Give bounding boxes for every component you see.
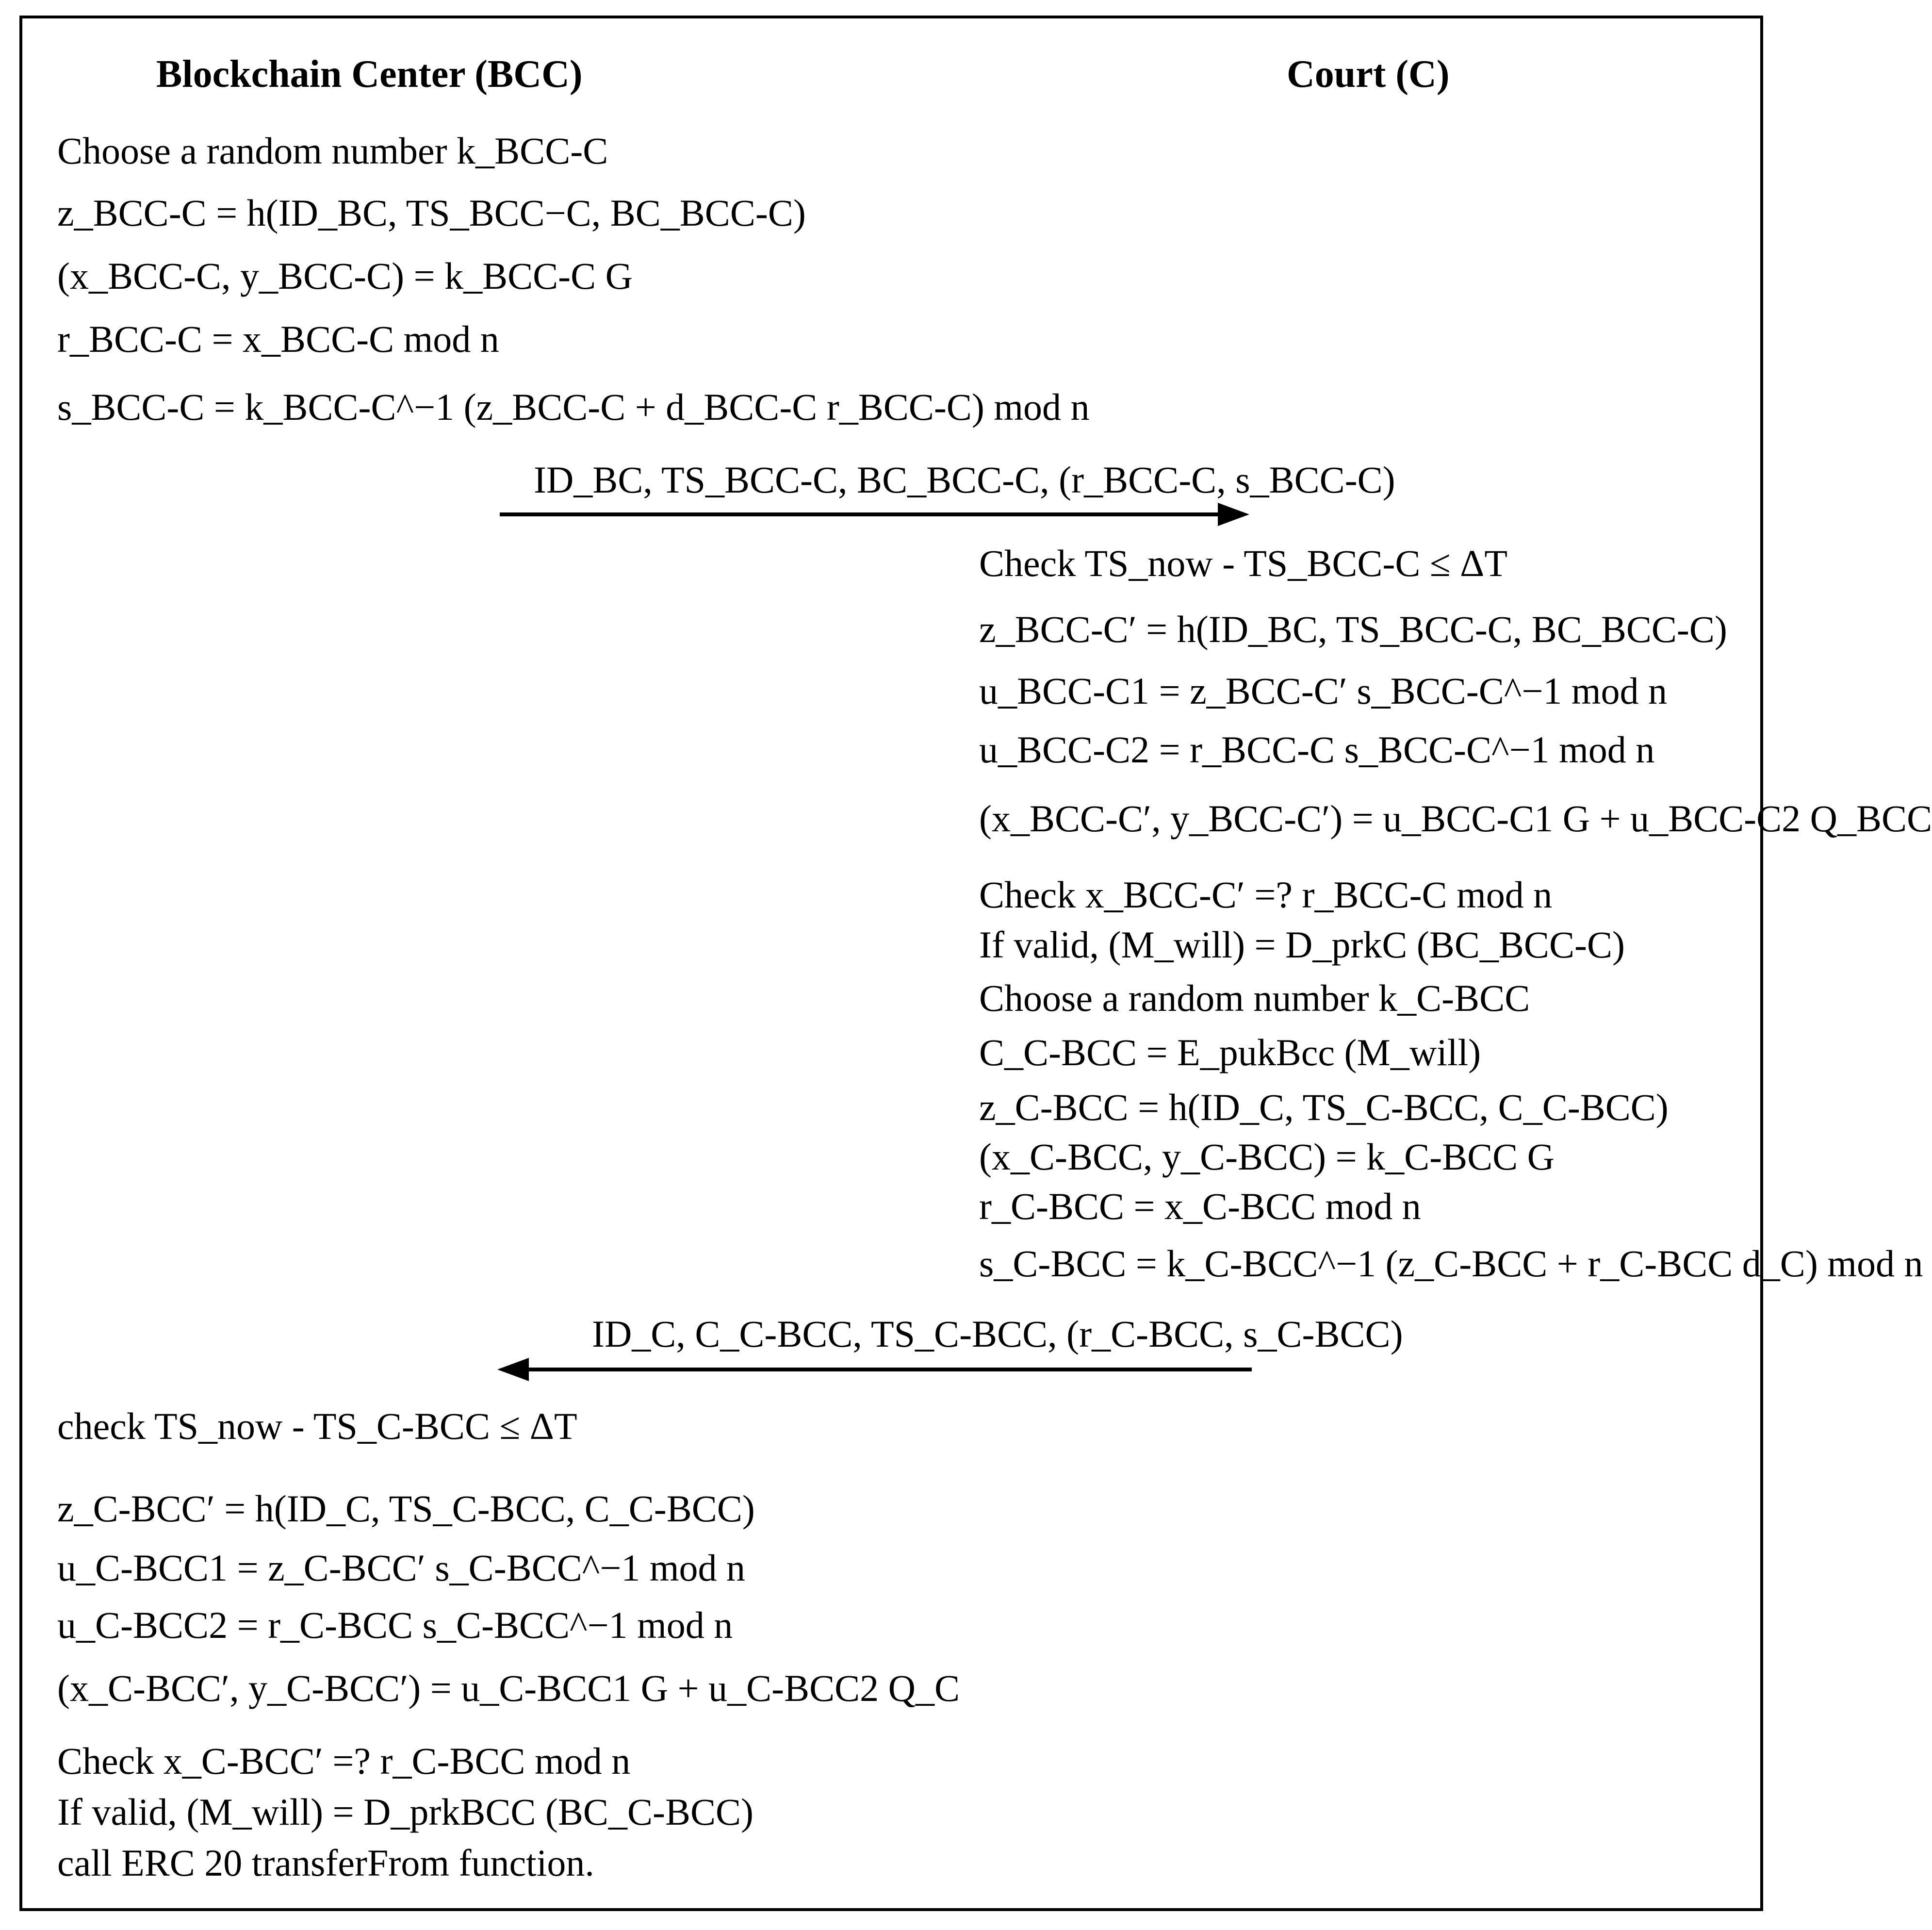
court-step: If valid, (M_will) = D_prkC (BC_BCC-C) [979,924,1625,966]
bcc-verify-step: If valid, (M_will) = D_prkBCC (BC_C-BCC) [57,1791,754,1833]
court-step: r_C-BCC = x_C-BCC mod n [979,1185,1421,1227]
court-step: u_BCC-C1 = z_BCC-C′ s_BCC-C^−1 mod n [979,670,1668,712]
arrow-to-bcc [495,1355,1252,1384]
message-to-bcc: ID_C, C_C-BCC, TS_C-BCC, (r_C-BCC, s_C-BCC) [592,1313,1403,1355]
court-step: Check TS_now - TS_BCC-C ≤ ΔT [979,542,1507,584]
court-step: z_C-BCC = h(ID_C, TS_C-BCC, C_C-BCC) [979,1086,1669,1128]
bcc-verify-step: z_C-BCC′ = h(ID_C, TS_C-BCC, C_C-BCC) [57,1487,755,1530]
bcc-verify-step: Check x_C-BCC′ =? r_C-BCC mod n [57,1740,631,1782]
court-step: z_BCC-C′ = h(ID_BC, TS_BCC-C, BC_BCC-C) [979,608,1727,650]
message-to-court: ID_BC, TS_BCC-C, BC_BCC-C, (r_BCC-C, s_BCC-C) [534,459,1395,501]
bcc-verify-step: u_C-BCC2 = r_C-BCC s_C-BCC^−1 mod n [57,1604,733,1646]
court-step: C_C-BCC = E_pukBcc (M_will) [979,1031,1481,1073]
bcc-verify-step: u_C-BCC1 = z_C-BCC′ s_C-BCC^−1 mod n [57,1547,746,1589]
arrow-to-court [495,500,1252,529]
court-step: (x_C-BCC, y_C-BCC) = k_C-BCC G [979,1136,1555,1178]
bcc-verify-step: call ERC 20 transferFrom function. [57,1842,594,1884]
bcc-step: z_BCC-C = h(ID_BC, TS_BCC−C, BC_BCC-C) [57,192,806,234]
court-step: (x_BCC-C′, y_BCC-C′) = u_BCC-C1 G + u_BCC-C2 Q_BCC [979,797,1932,840]
court-step: Check x_BCC-C′ =? r_BCC-C mod n [979,874,1553,916]
bcc-verify-step: (x_C-BCC′, y_C-BCC′) = u_C-BCC1 G + u_C-BCC2 Q_C [57,1667,960,1709]
bcc-verify-step: check TS_now - TS_C-BCC ≤ ΔT [57,1405,577,1447]
bcc-step: (x_BCC-C, y_BCC-C) = k_BCC-C G [57,255,633,297]
bcc-step: s_BCC-C = k_BCC-C^−1 (z_BCC-C + d_BCC-C r_BCC-C) mod n [57,386,1090,428]
court-step: s_C-BCC = k_C-BCC^−1 (z_C-BCC + r_C-BCC d_C) mod n [979,1242,1923,1285]
party-bcc-label: Blockchain Center (BCC) [156,53,583,96]
bcc-step: Choose a random number k_BCC-C [57,130,608,172]
party-court-label: Court (C) [1287,53,1450,96]
court-step: u_BCC-C2 = r_BCC-C s_BCC-C^−1 mod n [979,728,1655,771]
court-step: Choose a random number k_C-BCC [979,977,1530,1019]
bcc-step: r_BCC-C = x_BCC-C mod n [57,318,499,360]
